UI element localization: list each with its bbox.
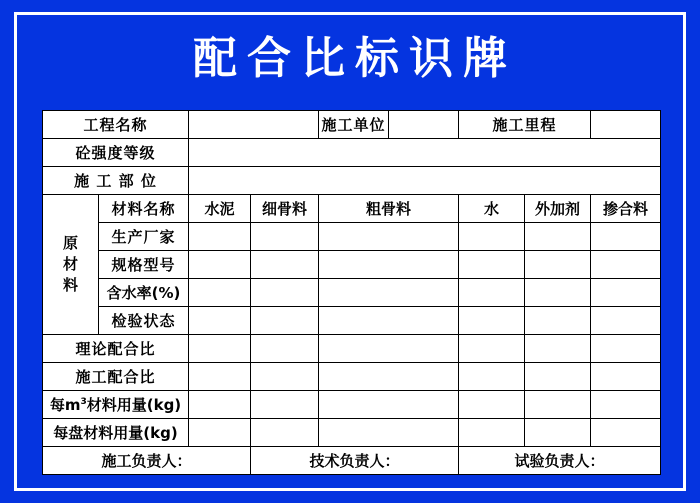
table-row-signatures: [43, 447, 661, 475]
table-row: [43, 335, 661, 363]
cell-construction-part-value[interactable]: [189, 167, 661, 195]
cell-spec-cement[interactable]: [189, 251, 251, 279]
cell-technical-manager-signature[interactable]: 技术负责人：: [251, 447, 459, 475]
cell-material-mineral-additive: 掺合料: [591, 195, 661, 223]
cell-theoretical-ratio-4[interactable]: [459, 335, 525, 363]
cell-moisture-fine-aggregate[interactable]: [251, 279, 319, 307]
cell-inspection-fine-aggregate[interactable]: [251, 307, 319, 335]
cell-per-batch-1[interactable]: [189, 419, 251, 447]
cell-spec-mineral-additive[interactable]: [591, 251, 661, 279]
cell-inspection-admixture[interactable]: [525, 307, 591, 335]
cell-per-batch-label: 每盘材料用量(kg): [43, 419, 189, 447]
cell-construction-manager-signature[interactable]: 施工负责人：: [43, 447, 251, 475]
cell-moisture-admixture[interactable]: [525, 279, 591, 307]
cell-per-batch-4[interactable]: [459, 419, 525, 447]
cell-construction-ratio-5[interactable]: [525, 363, 591, 391]
cell-inspection-mineral-additive[interactable]: [591, 307, 661, 335]
cell-construction-ratio-1[interactable]: [189, 363, 251, 391]
page-title: 配合比标识牌: [193, 33, 517, 84]
table-row: [43, 363, 661, 391]
cell-construction-ratio-6[interactable]: [591, 363, 661, 391]
table-row: [43, 391, 661, 419]
cell-material-name-label: 材料名称: [99, 195, 189, 223]
cell-per-cubic-meter-label: [43, 391, 189, 419]
cell-material-cement: 水泥: [189, 195, 251, 223]
cell-strength-grade-value[interactable]: [189, 139, 661, 167]
cell-mileage-value[interactable]: [591, 111, 661, 139]
mix-ratio-table-wrapper: [42, 110, 660, 475]
cell-moisture-cement[interactable]: [189, 279, 251, 307]
cell-project-name-value[interactable]: [189, 111, 319, 139]
cell-per-cubic-5[interactable]: [525, 391, 591, 419]
cell-inspection-water[interactable]: [459, 307, 525, 335]
cell-theoretical-ratio-label: 理论配合比: [43, 335, 189, 363]
side-label-char-3: 料: [62, 276, 78, 294]
cell-project-name-label: 工程名称: [43, 111, 189, 139]
cell-inspection-status-label: 检验状态: [99, 307, 189, 335]
cell-per-cubic-3[interactable]: [319, 391, 459, 419]
cell-moisture-mineral-additive[interactable]: [591, 279, 661, 307]
cell-inspection-cement[interactable]: [189, 307, 251, 335]
cell-construction-unit-label: 施工单位: [319, 111, 389, 139]
cell-construction-ratio-2[interactable]: [251, 363, 319, 391]
cell-moisture-coarse-aggregate[interactable]: [319, 279, 459, 307]
cell-manufacturer-fine-aggregate[interactable]: [251, 223, 319, 251]
table-row: [43, 419, 661, 447]
table-row: [43, 307, 661, 335]
cell-per-cubic-2[interactable]: [251, 391, 319, 419]
side-label-char-2: 材: [62, 255, 78, 273]
cell-per-batch-5[interactable]: [525, 419, 591, 447]
cell-theoretical-ratio-6[interactable]: [591, 335, 661, 363]
cell-mileage-label: 施工里程: [459, 111, 591, 139]
cell-manufacturer-label: 生产厂家: [99, 223, 189, 251]
table-row: [43, 139, 661, 167]
cell-raw-materials-side-label: [43, 195, 99, 335]
cell-per-cubic-6[interactable]: [591, 391, 661, 419]
cell-spec-model-label: 规格型号: [99, 251, 189, 279]
cell-spec-fine-aggregate[interactable]: [251, 251, 319, 279]
side-label-char-1: 原: [62, 234, 78, 252]
table-row: [43, 223, 661, 251]
cell-test-manager-signature[interactable]: 试验负责人：: [459, 447, 661, 475]
cell-manufacturer-admixture[interactable]: [525, 223, 591, 251]
cell-per-cubic-4[interactable]: [459, 391, 525, 419]
cell-manufacturer-water[interactable]: [459, 223, 525, 251]
cell-spec-coarse-aggregate[interactable]: [319, 251, 459, 279]
cell-inspection-coarse-aggregate[interactable]: [319, 307, 459, 335]
mix-ratio-table: [42, 110, 661, 475]
cell-theoretical-ratio-1[interactable]: [189, 335, 251, 363]
cell-per-cubic-1[interactable]: [189, 391, 251, 419]
cell-theoretical-ratio-2[interactable]: [251, 335, 319, 363]
table-row: [43, 111, 661, 139]
cell-construction-ratio-4[interactable]: [459, 363, 525, 391]
cell-per-batch-6[interactable]: [591, 419, 661, 447]
cell-construction-part-label: 施 工 部 位: [43, 167, 189, 195]
per-cubic-meter-sup: 3: [80, 397, 87, 407]
cell-construction-ratio-3[interactable]: [319, 363, 459, 391]
table-row: [43, 279, 661, 307]
table-row: [43, 167, 661, 195]
cell-theoretical-ratio-5[interactable]: [525, 335, 591, 363]
per-cubic-meter-prefix: 每m: [49, 396, 81, 414]
cell-moisture-water[interactable]: [459, 279, 525, 307]
cell-material-water: 水: [459, 195, 525, 223]
cell-material-fine-aggregate: 细骨料: [251, 195, 319, 223]
cell-per-batch-3[interactable]: [319, 419, 459, 447]
table-row: [43, 251, 661, 279]
cell-strength-grade-label: 砼强度等级: [43, 139, 189, 167]
cell-material-coarse-aggregate: 粗骨料: [319, 195, 459, 223]
cell-manufacturer-coarse-aggregate[interactable]: [319, 223, 459, 251]
cell-theoretical-ratio-3[interactable]: [319, 335, 459, 363]
cell-construction-ratio-label: 施工配合比: [43, 363, 189, 391]
cell-moisture-content-label: 含水率(%): [99, 279, 189, 307]
cell-per-batch-2[interactable]: [251, 419, 319, 447]
cell-spec-water[interactable]: [459, 251, 525, 279]
per-cubic-meter-suffix: 材料用量(kg): [86, 396, 182, 414]
cell-construction-unit-value[interactable]: [389, 111, 459, 139]
cell-spec-admixture[interactable]: [525, 251, 591, 279]
cell-material-admixture: 外加剂: [525, 195, 591, 223]
cell-manufacturer-cement[interactable]: [189, 223, 251, 251]
table-row: [43, 195, 661, 223]
cell-manufacturer-mineral-additive[interactable]: [591, 223, 661, 251]
